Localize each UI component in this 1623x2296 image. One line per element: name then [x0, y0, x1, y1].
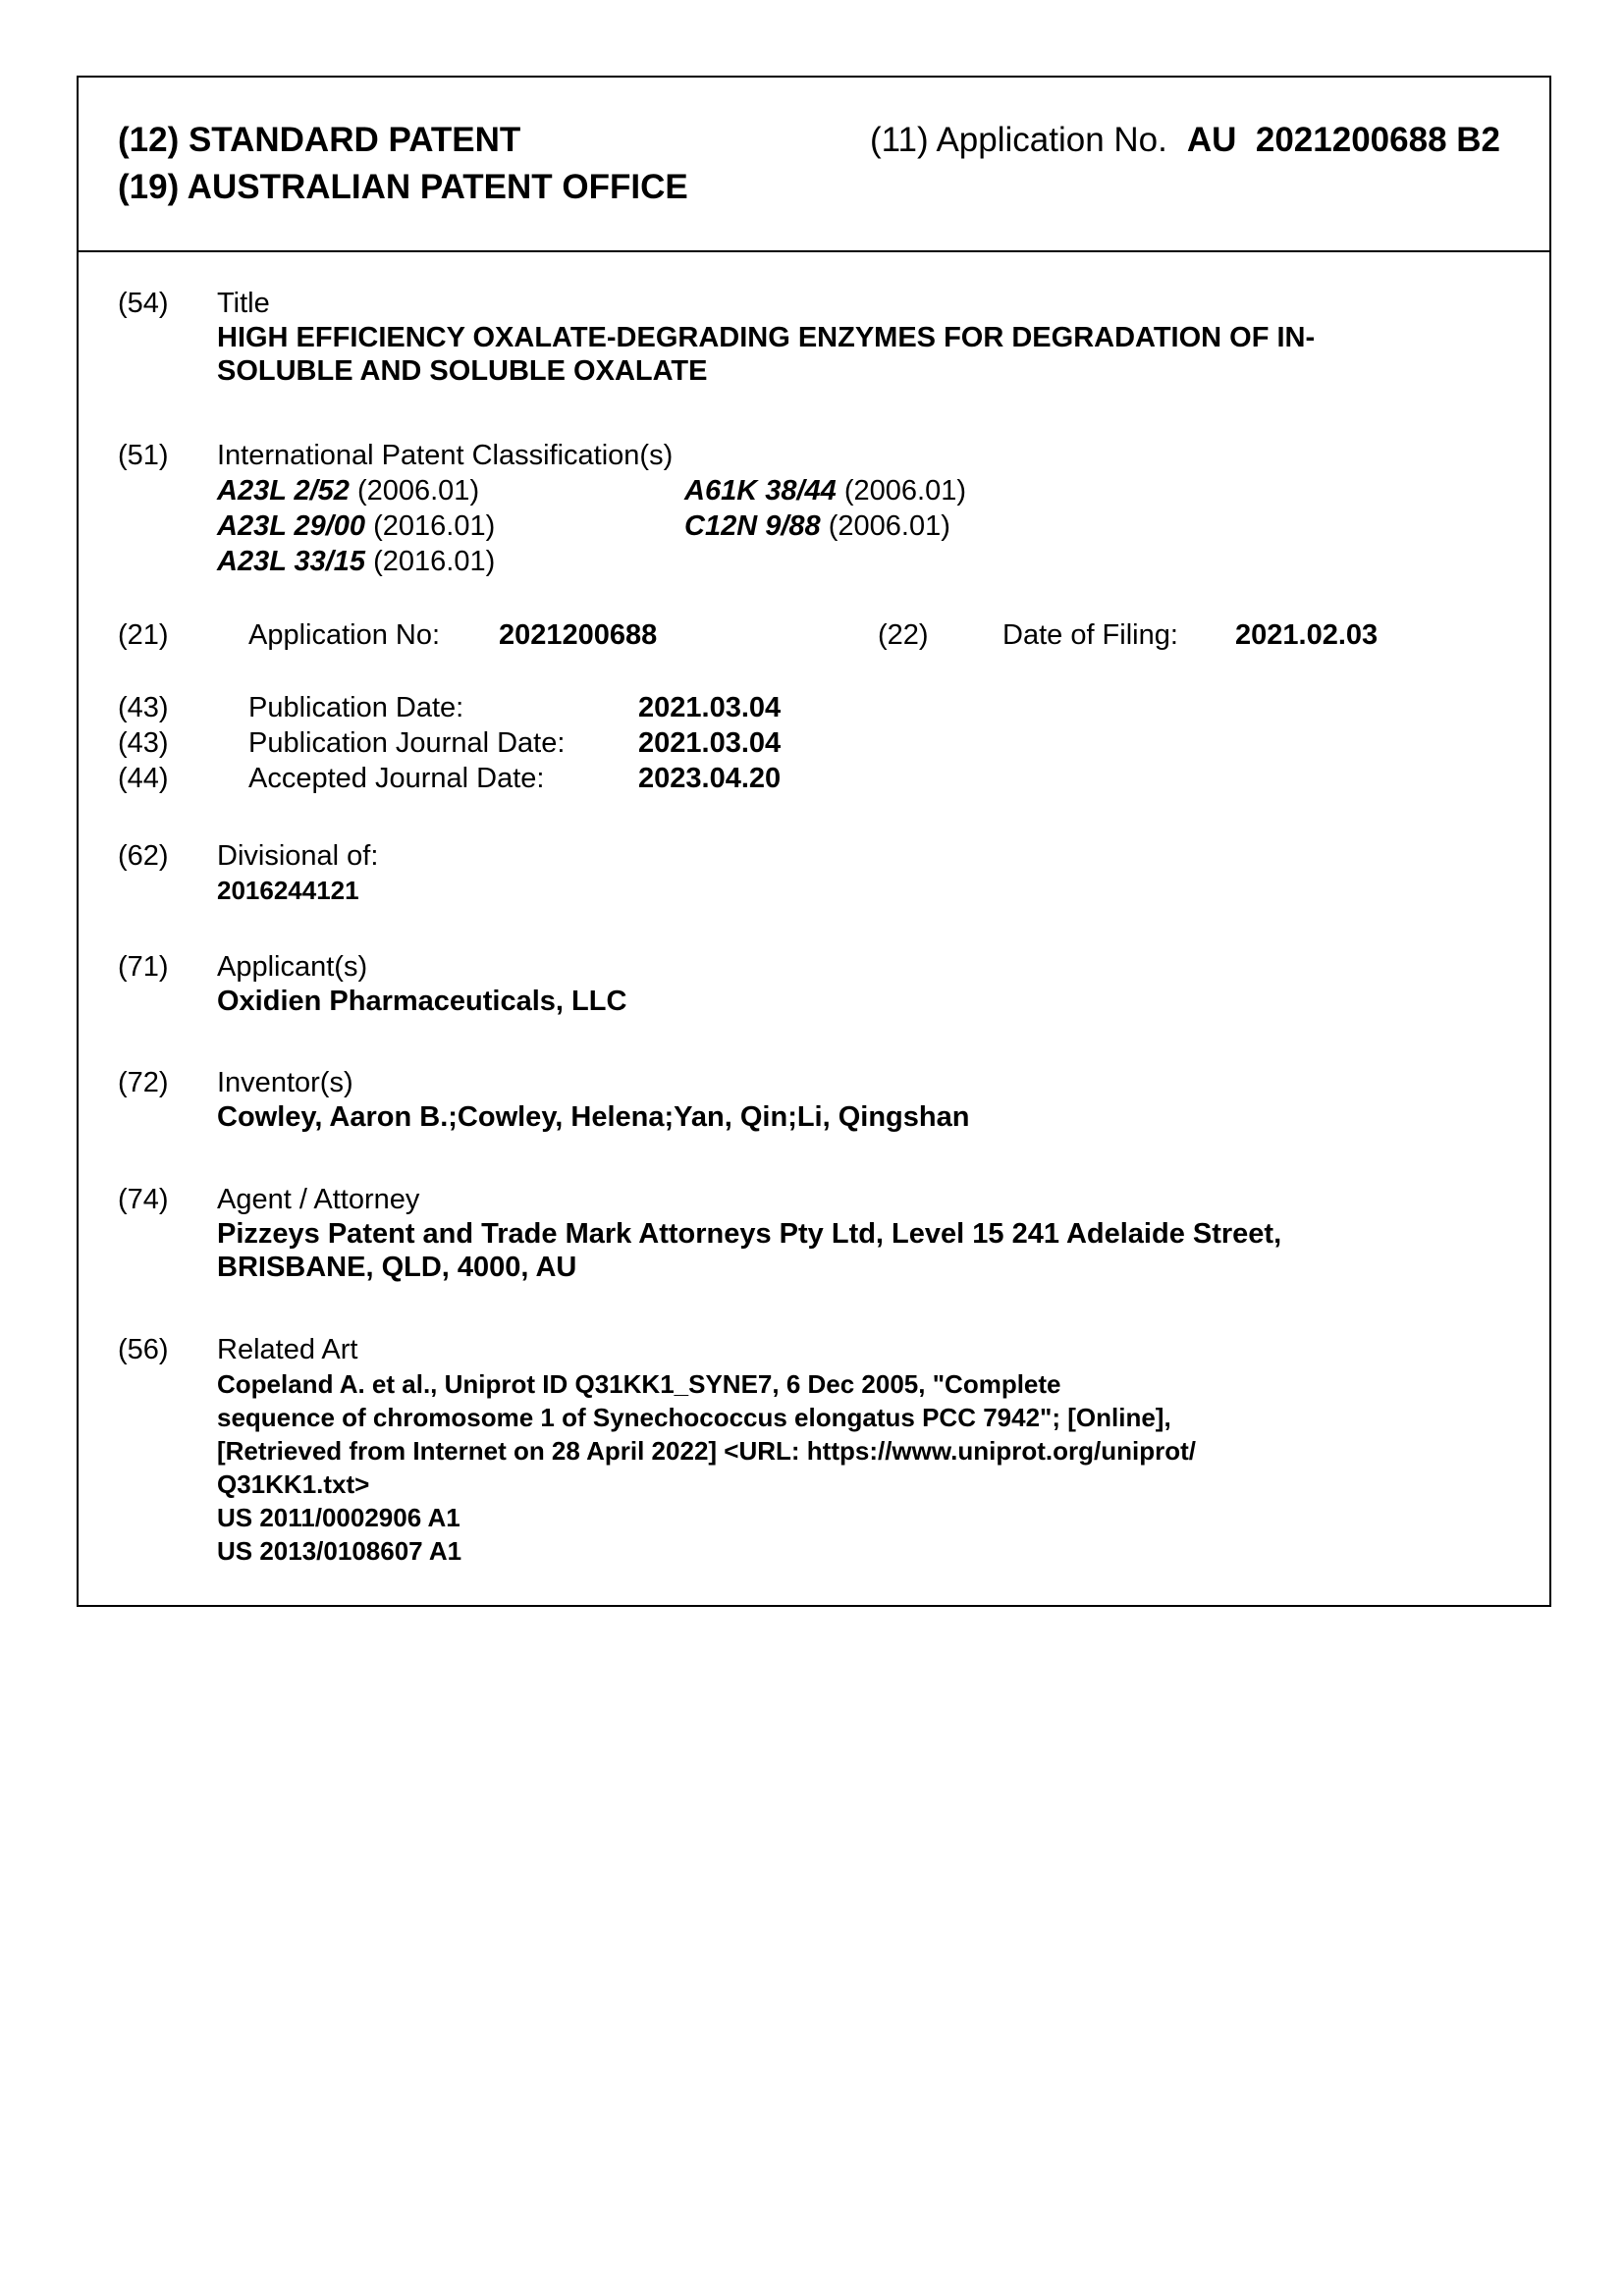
title-label: Title — [217, 288, 270, 319]
filing-code: (22) — [878, 619, 929, 651]
header-left — [118, 117, 688, 211]
date-value: 2021.03.04 — [638, 727, 782, 759]
related-art-line: US 2013/0108607 A1 — [217, 1536, 462, 1566]
patent-type: (12) STANDARD PATENT — [118, 121, 521, 159]
header-right — [870, 117, 1500, 164]
agent-code: (74) — [118, 1184, 169, 1215]
date-code: (44) — [118, 763, 169, 794]
application-label: Application No: — [248, 619, 441, 651]
title-line-2: SOLUBLE AND SOLUBLE OXALATE — [217, 355, 708, 387]
application-code: (21) — [118, 619, 169, 651]
applicant-value: Oxidien Pharmaceuticals, LLC — [217, 986, 627, 1017]
filing-value: 2021.02.03 — [1235, 619, 1379, 651]
classification-item — [217, 544, 495, 579]
classification-symbol: A23L 29/00 — [217, 510, 366, 542]
classification-label: International Patent Classification(s) — [217, 440, 674, 471]
classification-item — [684, 473, 966, 508]
classification-code: (51) — [118, 440, 169, 471]
date-value: 2021.03.04 — [638, 692, 782, 723]
classification-date: (2016.01) — [373, 510, 496, 542]
related-art-line: [Retrieved from Internet on 28 April 2022] <URL: https://www.uniprot.org/uniprot/ — [217, 1436, 1196, 1466]
applicant-code: (71) — [118, 951, 169, 983]
related-code: (56) — [118, 1334, 169, 1365]
classification-symbol: C12N 9/88 — [684, 510, 821, 542]
title-value — [217, 321, 1315, 388]
classification-date: (2006.01) — [828, 510, 950, 542]
divisional-label: Divisional of: — [217, 840, 379, 872]
application-number: AU 2021200688 B2 — [1186, 121, 1500, 159]
application-value: 2021200688 — [499, 619, 658, 651]
inventor-code: (72) — [118, 1067, 169, 1098]
inventor-label: Inventor(s) — [217, 1067, 353, 1098]
related-label: Related Art — [217, 1334, 358, 1365]
agent-label: Agent / Attorney — [217, 1184, 420, 1215]
divisional-code: (62) — [118, 840, 169, 872]
agent-line-1: Pizzeys Patent and Trade Mark Attorneys Pty Ltd, Level 15 241 Adelaide Street, — [217, 1218, 1282, 1250]
patent-office: (19) AUSTRALIAN PATENT OFFICE — [118, 168, 688, 206]
related-art-line: US 2011/0002906 A1 — [217, 1503, 460, 1532]
date-label: Publication Journal Date: — [248, 727, 566, 759]
classification-date: (2006.01) — [356, 475, 480, 507]
classification-symbol: A23L 33/15 — [217, 546, 366, 577]
inventor-value: Cowley, Aaron B.;Cowley, Helena;Yan, Qin;Li, Qingshan — [217, 1101, 970, 1133]
classification-date: (2016.01) — [373, 546, 496, 577]
date-label: Publication Date: — [248, 692, 464, 723]
agent-value — [217, 1217, 1456, 1284]
title-code: (54) — [118, 288, 169, 319]
patent-frame — [77, 76, 1551, 1607]
date-value: 2023.04.20 — [638, 763, 782, 794]
related-art-line: sequence of chromosome 1 of Synechococcus elongatus PCC 7942"; [Online], — [217, 1403, 1171, 1432]
agent-line-2: BRISBANE, QLD, 4000, AU — [217, 1252, 577, 1283]
header-box — [79, 78, 1549, 252]
classification-symbol: A61K 38/44 — [684, 475, 837, 507]
date-label: Accepted Journal Date: — [248, 763, 545, 794]
applicant-label: Applicant(s) — [217, 951, 368, 983]
date-code: (43) — [118, 727, 169, 759]
classification-item — [217, 473, 479, 508]
filing-label: Date of Filing: — [1002, 619, 1178, 651]
related-art-line: Q31KK1.txt> — [217, 1469, 370, 1499]
classification-symbol: A23L 2/52 — [217, 475, 350, 507]
related-art-list — [217, 1367, 1196, 1568]
date-code: (43) — [118, 692, 169, 723]
classification-item — [217, 508, 495, 544]
application-number-label: (11) Application No. — [870, 121, 1167, 159]
classification-date: (2006.01) — [843, 475, 966, 507]
classification-item — [684, 508, 950, 544]
title-line-1: HIGH EFFICIENCY OXALATE-DEGRADING ENZYMES FOR DEGRADATION OF IN- — [217, 322, 1316, 353]
divisional-value: 2016244121 — [217, 876, 359, 905]
related-art-line: Copeland A. et al., Uniprot ID Q31KK1_SYNE7, 6 Dec 2005, "Complete — [217, 1369, 1061, 1399]
